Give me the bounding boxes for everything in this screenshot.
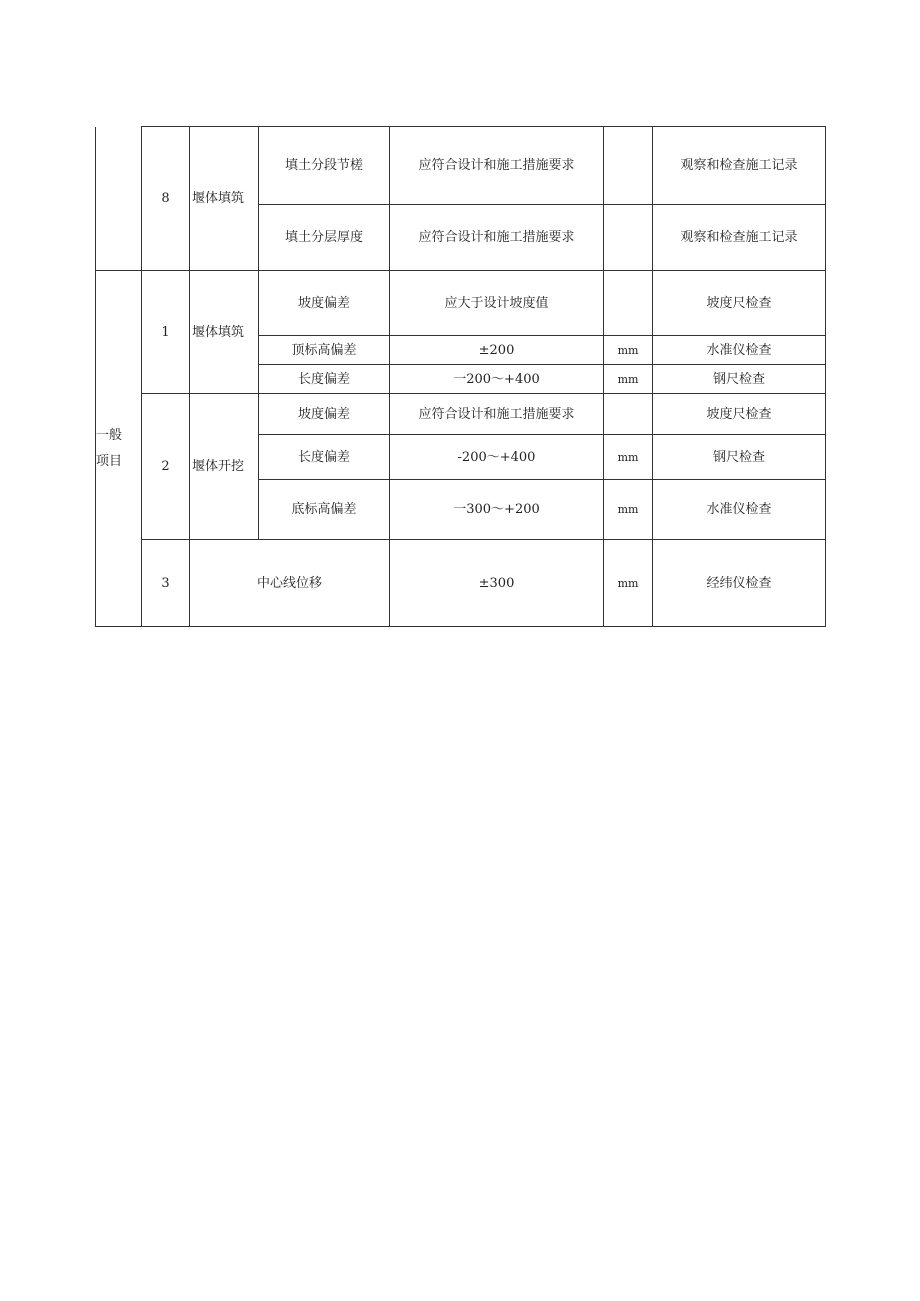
requirement: ±300: [390, 540, 604, 627]
check-method: 坡度尺检查: [653, 394, 826, 435]
unit: mm: [604, 540, 653, 627]
check-item: 坡度偏差: [259, 394, 390, 435]
item-name: 堰体填筑: [190, 271, 259, 394]
check-method: 水准仪检查: [653, 480, 826, 540]
requirement: 应符合设计和施工措施要求: [390, 394, 604, 435]
item-no: 8: [142, 127, 190, 271]
check-method: 观察和检查施工记录: [653, 205, 826, 271]
unit: mm: [604, 480, 653, 540]
check-item: 填土分层厚度: [259, 205, 390, 271]
requirement: 一200～+400: [390, 365, 604, 394]
unit: mm: [604, 435, 653, 480]
item-no: 1: [142, 271, 190, 394]
check-method: 观察和检查施工记录: [653, 127, 826, 205]
unit: [604, 394, 653, 435]
unit: [604, 127, 653, 205]
check-method: 钢尺检查: [653, 435, 826, 480]
check-item: 长度偏差: [259, 435, 390, 480]
category-label: 一般项目: [96, 427, 123, 469]
category-cell-top: [96, 127, 142, 271]
check-item: 填土分段节槎: [259, 127, 390, 205]
requirement: ±200: [390, 336, 604, 365]
check-item: 长度偏差: [259, 365, 390, 394]
item-name: 堰体填筑: [190, 127, 259, 271]
table-row: [96, 271, 826, 336]
check-method: 经纬仪检查: [653, 540, 826, 627]
check-method: 水准仪检查: [653, 336, 826, 365]
category-cell-general: [96, 271, 142, 627]
unit: [604, 205, 653, 271]
table-row: [96, 127, 826, 205]
requirement: -200～+400: [390, 435, 604, 480]
requirement: 一300～+200: [390, 480, 604, 540]
requirement: 应符合设计和施工措施要求: [390, 205, 604, 271]
unit: [604, 271, 653, 336]
item-no: 2: [142, 394, 190, 540]
check-method: 钢尺检查: [653, 365, 826, 394]
check-method: 坡度尺检查: [653, 271, 826, 336]
check-item: 中心线位移: [190, 540, 390, 627]
unit: mm: [604, 336, 653, 365]
check-item: 坡度偏差: [259, 271, 390, 336]
unit: mm: [604, 365, 653, 394]
check-item: 顶标高偏差: [259, 336, 390, 365]
inspection-table: [95, 126, 826, 627]
requirement: 应符合设计和施工措施要求: [390, 127, 604, 205]
table-row: [96, 394, 826, 435]
table-row: [96, 540, 826, 627]
item-name: 堰体开挖: [190, 394, 259, 540]
requirement: 应大于设计坡度值: [390, 271, 604, 336]
item-no: 3: [142, 540, 190, 627]
check-item: 底标高偏差: [259, 480, 390, 540]
